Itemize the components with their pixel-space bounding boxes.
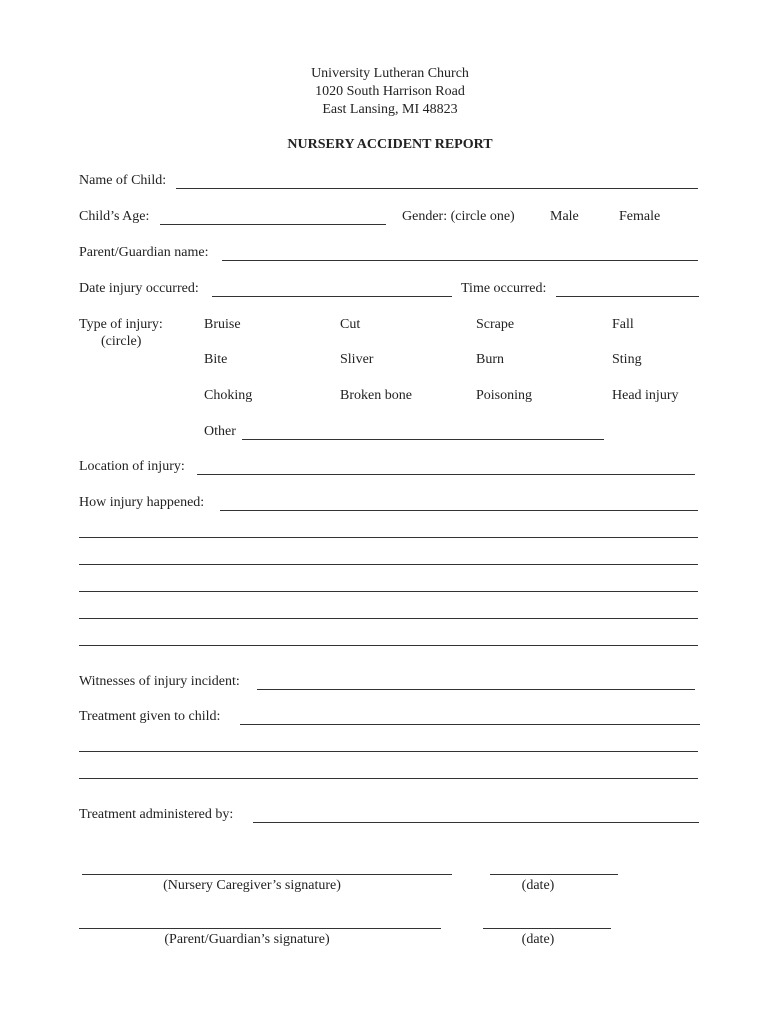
report-title: NURSERY ACCIDENT REPORT [287,137,493,152]
address-line-1: 1020 South Harrison Road [315,84,465,99]
location-label: Location of injury: [79,459,185,474]
parent-signature-label: (Parent/Guardian’s signature) [164,932,330,947]
treatment-field-line-2[interactable] [79,733,698,752]
injury-option-poisoning[interactable]: Poisoning [476,388,533,403]
parent-name-label: Parent/Guardian name: [79,245,209,260]
injury-type-label: Type of injury: [79,317,163,332]
church-name: University Lutheran Church [311,66,469,81]
injury-option-bite[interactable]: Bite [204,352,228,367]
injury-option-scrape[interactable]: Scrape [476,317,515,332]
parent-date-label: (date) [521,932,555,947]
injury-option-cut[interactable]: Cut [340,317,361,332]
how-field-line-4[interactable] [79,573,698,592]
time-occurred-label: Time occurred: [461,281,547,296]
date-injury-field[interactable] [212,278,452,297]
child-age-label: Child’s Age: [79,209,150,224]
injury-option-choking[interactable]: Choking [204,388,253,403]
time-occurred-field[interactable] [556,278,699,297]
injury-other-label: Other [204,424,236,439]
injury-type-sublabel: (circle) [101,334,142,349]
treatment-label: Treatment given to child: [79,709,221,724]
caregiver-signature-field[interactable] [82,856,452,875]
address-line-2: East Lansing, MI 48823 [322,102,458,117]
injury-option-fall[interactable]: Fall [612,317,634,332]
administered-label: Treatment administered by: [79,807,234,822]
caregiver-date-label: (date) [521,878,555,893]
how-field-line-3[interactable] [79,546,698,565]
injury-option-sting[interactable]: Sting [612,352,642,367]
witnesses-label: Witnesses of injury incident: [79,674,240,689]
gender-label: Gender: (circle one) [402,209,515,224]
treatment-field-line-3[interactable] [79,760,698,779]
caregiver-date-field[interactable] [490,856,618,875]
gender-male-option[interactable]: Male [550,209,579,224]
parent-date-field[interactable] [483,910,611,929]
how-label: How injury happened: [79,495,205,510]
injury-option-bruise[interactable]: Bruise [204,317,241,332]
injury-option-broken-bone[interactable]: Broken bone [340,388,412,403]
injury-option-burn[interactable]: Burn [476,352,504,367]
gender-female-option[interactable]: Female [619,209,661,224]
child-name-label: Name of Child: [79,173,167,188]
location-field[interactable] [197,456,695,475]
witnesses-field[interactable] [257,671,695,690]
how-field-line-2[interactable] [79,519,698,538]
parent-signature-field[interactable] [79,910,441,929]
treatment-field[interactable] [240,706,700,725]
injury-option-head-injury[interactable]: Head injury [612,388,679,403]
child-age-field[interactable] [160,206,386,225]
caregiver-signature-label: (Nursery Caregiver’s signature) [163,878,341,893]
how-field[interactable] [220,492,698,511]
child-name-field[interactable] [176,170,698,189]
administered-field[interactable] [253,804,699,823]
injury-option-sliver[interactable]: Sliver [340,352,374,367]
how-field-line-5[interactable] [79,600,698,619]
parent-name-field[interactable] [222,242,698,261]
how-field-line-6[interactable] [79,627,698,646]
date-injury-label: Date injury occurred: [79,281,199,296]
injury-other-field[interactable] [242,421,604,440]
